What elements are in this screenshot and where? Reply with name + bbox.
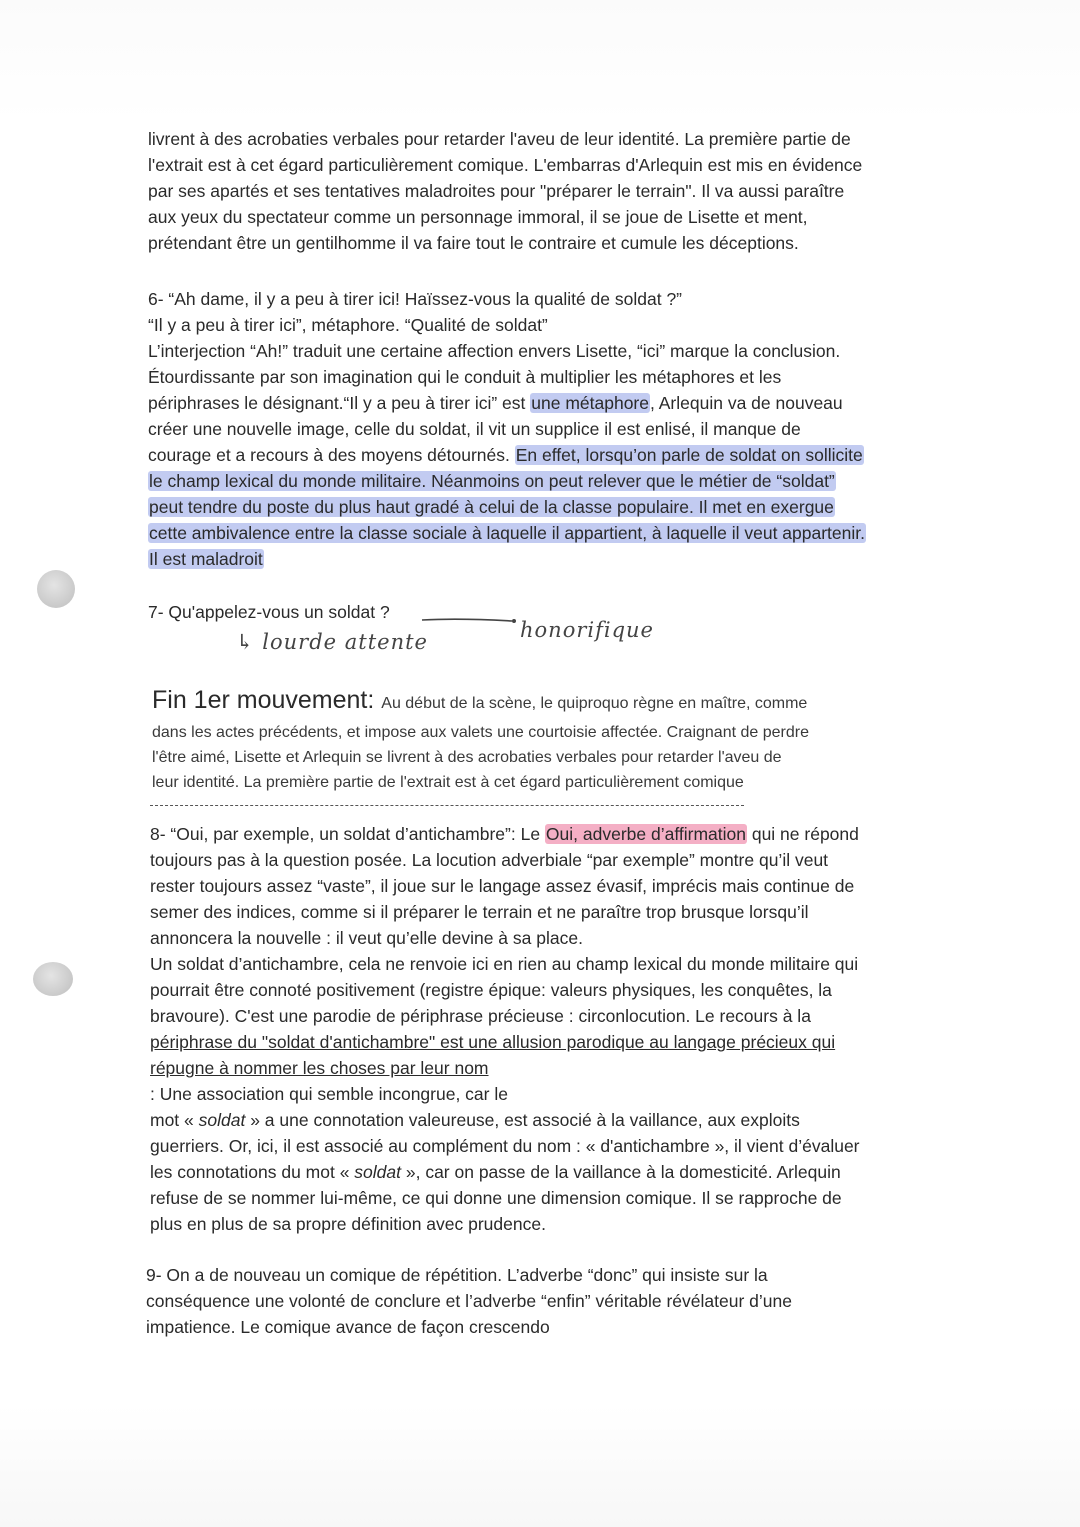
text-line: dans les actes précédents, et impose aux valets une courtoisie affectée. Craignant de perdre: [152, 724, 809, 741]
text-line: [148, 494, 948, 520]
handwritten-note-2: honorifique: [520, 618, 654, 642]
section-8: [150, 821, 950, 1237]
text-line: guerriers. Or, ici, il est associé au complément du nom : « d'antichambre », il vient d’évaluer: [150, 1136, 860, 1156]
text-line: pourrait être connoté positivement (registre épique: valeurs physiques, les conquêtes, la: [150, 980, 832, 1000]
text-line: toujours pas à la question posée. La locution adverbiale “par exemple” montre qu’il veut: [150, 850, 829, 870]
section-9: [146, 1262, 946, 1340]
punch-hole-bottom: [33, 962, 73, 996]
section-heading: 7- Qu'appelez-vous un soldat ?: [148, 602, 390, 622]
highlight-blue: Il est maladroit: [149, 549, 263, 569]
text-line: livrent à des acrobaties verbales pour retarder l'aveu de leur identité. La première partie de: [148, 129, 851, 149]
handwritten-note-1: ↳ lourde attente: [236, 630, 428, 654]
text-line: les connotations du mot « soldat », car on passe de la vaillance à la domesticité. Arlequin: [150, 1162, 841, 1182]
dashed-divider: [150, 805, 744, 806]
text-line: mot « soldat » a une connotation valeureuse, est associé à la vaillance, aux exploits: [150, 1110, 800, 1130]
text-line: : Une association qui semble incongrue, car le: [150, 1084, 508, 1104]
text-line: leur identité. La première partie de l'extrait est à cet égard particulièrement comique: [152, 774, 744, 791]
section-heading: 8- “Oui, par exemple, un soldat d’antichambre”: Le Oui, adverbe d’affirmation qui ne répond: [150, 824, 859, 844]
section-6: [148, 286, 948, 572]
underlined-text: répugne à nommer les choses par leur nom: [150, 1058, 489, 1078]
text-line: L’interjection “Ah!” traduit une certaine affection envers Lisette, “ici” marque la conclusion.: [148, 341, 841, 361]
text-line: refuse de se nommer lui-même, ce qui donne une dimension comique. Il se rapproche de: [150, 1188, 842, 1208]
punch-hole-top: [37, 570, 75, 608]
text-line: l'extrait est à cet égard particulièrement comique. L'embarras d'Arlequin est mis en évidence: [148, 155, 863, 175]
text-line: “Il y a peu à tirer ici”, métaphore. “Qualité de soldat”: [148, 315, 548, 335]
handwritten-arrow: [420, 612, 520, 628]
text-line: prétendant être un gentilhomme il va faire tout le contraire et cumule les déceptions.: [148, 233, 799, 253]
text-line: bravoure). C'est une parodie de périphrase précieuse : circonlocution. Le recours à la: [150, 1006, 811, 1026]
section-heading: 6- “Ah dame, il y a peu à tirer ici! Haïssez-vous la qualité de soldat ?”: [148, 289, 682, 309]
text-line: Un soldat d’antichambre, cela ne renvoie ici en rien au champ lexical du monde militaire qui: [150, 954, 859, 974]
fin-mouvement: [152, 684, 952, 795]
text-line: créer une nouvelle image, celle du soldat, il vit un supplice il est enlisé, il manque de: [148, 419, 801, 439]
text-line: impatience. Le comique avance de façon crescendo: [146, 1317, 550, 1337]
intro-paragraph: [148, 126, 948, 256]
text-line: l'être aimé, Lisette et Arlequin se livrent à des acrobaties verbales pour retarder l'aveu de: [152, 749, 782, 766]
text-line: [148, 520, 948, 546]
text-line: [150, 1055, 950, 1081]
text-line: périphrases le désignant.“Il y a peu à tirer ici” est une métaphore, Arlequin va de nouveau: [148, 393, 843, 413]
text-line: aux yeux du spectateur comme un personnage immoral, il se joue de Lisette et ment,: [148, 207, 808, 227]
highlight-blue: une métaphore: [531, 393, 649, 413]
fin-title: Fin 1er mouvement:: [152, 686, 382, 714]
text-line: courage et a recours à des moyens détournés. En effet, lorsqu’on parle de soldat on sollicite: [148, 445, 863, 465]
highlight-blue: le champ lexical du monde militaire. Néanmoins on peut relever que le métier de “soldat”: [149, 471, 835, 491]
text-line: [148, 546, 948, 572]
highlight-blue: En effet, lorsqu’on parle de soldat on sollicite: [515, 445, 863, 465]
text-line: annoncera la nouvelle : il veut qu’elle devine à sa place.: [150, 928, 583, 948]
text-line: [150, 1029, 950, 1055]
text-line: semer des indices, comme si il préparer le terrain et ne paraître trop brusque lorsqu’il: [150, 902, 809, 922]
text-line: par ses apartés et ses tentatives maladroites pour "préparer le terrain". Il va aussi paraître: [148, 181, 845, 201]
text-line: Étourdissante par son imagination qui le conduit à multiplier les métaphores et les: [148, 367, 782, 387]
text-line: Fin 1er mouvement: Au début de la scène, le quiproquo règne en maître, comme: [152, 686, 808, 714]
text-line: [148, 468, 948, 494]
text-line: conséquence une volonté de conclure et l’adverbe “enfin” véritable révélateur d’une: [146, 1291, 792, 1311]
text-line: plus en plus de sa propre définition avec prudence.: [150, 1214, 546, 1234]
highlight-pink: Oui, adverbe d’affirmation: [545, 824, 746, 844]
section-heading: 9- On a de nouveau un comique de répétition. L’adverbe “donc” qui insiste sur la: [146, 1265, 768, 1285]
highlight-blue: peut tendre du poste du plus haut gradé à celui de la classe populaire. Il met en exergue: [149, 497, 834, 517]
text-line: rester toujours assez “vaste”, il joue sur le langage assez évasif, imprécis mais continue de: [150, 876, 855, 896]
highlight-blue: cette ambivalence entre la classe sociale à laquelle il appartient, à laquelle il veut appartenir.: [149, 523, 865, 543]
underlined-text: périphrase du "soldat d'antichambre" est une allusion parodique au langage précieux qui: [150, 1032, 836, 1052]
